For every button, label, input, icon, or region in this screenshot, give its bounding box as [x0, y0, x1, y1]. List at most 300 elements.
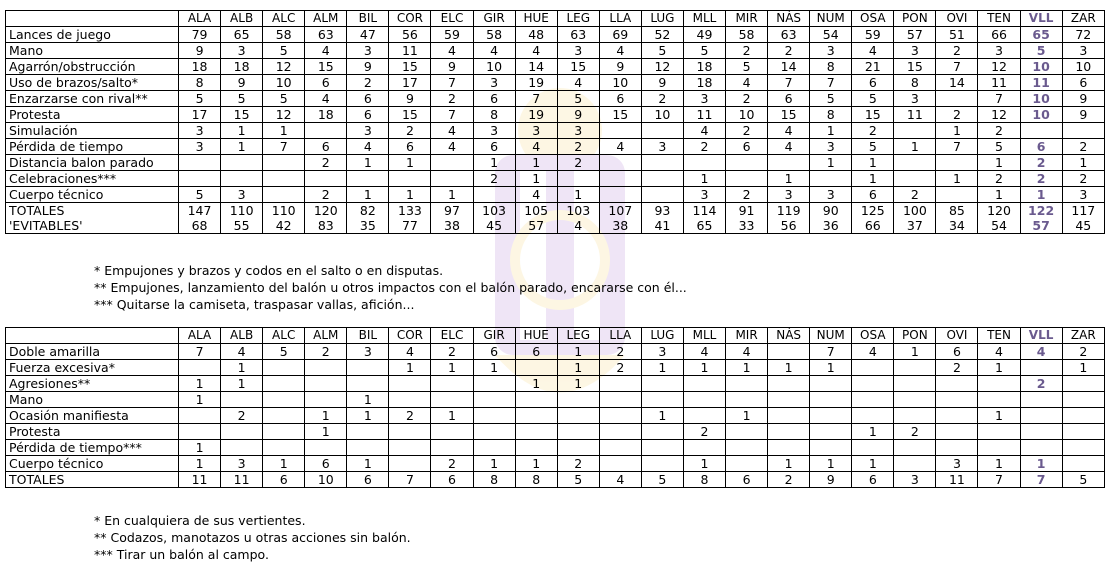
table-cell: 6 — [473, 91, 515, 107]
table-cell: 2 — [768, 472, 810, 488]
table-cell: 4 — [683, 344, 725, 360]
row-label: 'EVITABLES' — [6, 218, 179, 234]
column-header: OSA — [852, 328, 894, 344]
table-cell — [179, 424, 221, 440]
column-header: OSA — [852, 11, 894, 27]
table-cell — [1062, 123, 1104, 139]
table-cell — [305, 171, 347, 187]
table-cell: 2 — [852, 123, 894, 139]
table-cell — [599, 376, 641, 392]
table-cell — [431, 376, 473, 392]
table-cell — [389, 171, 431, 187]
table-cell: 1 — [473, 360, 515, 376]
table-cell: 11 — [1020, 75, 1062, 91]
table-cell — [1062, 392, 1104, 408]
cards-table — [5, 327, 1105, 488]
table-cell: 7 — [515, 91, 557, 107]
table-cell: 5 — [557, 91, 599, 107]
table-cell: 119 — [768, 203, 810, 219]
table-cell: 2 — [599, 360, 641, 376]
table-row — [6, 75, 1105, 91]
table-cell: 2 — [557, 456, 599, 472]
table-row — [6, 123, 1105, 139]
table-cell: 1 — [852, 456, 894, 472]
table-cell: 1 — [683, 171, 725, 187]
table-cell: 4 — [473, 43, 515, 59]
table-cell: 6 — [1062, 75, 1104, 91]
table-cell: 6 — [936, 344, 978, 360]
table-cell — [936, 187, 978, 203]
table-cell: 9 — [557, 107, 599, 123]
table-cell — [768, 344, 810, 360]
table-cell: 6 — [389, 139, 431, 155]
table-cell — [557, 408, 599, 424]
table-cell: 8 — [473, 472, 515, 488]
table-cell: 2 — [1062, 171, 1104, 187]
column-header: TEN — [978, 328, 1020, 344]
table-cell: 19 — [515, 107, 557, 123]
table-cell: 68 — [179, 218, 221, 234]
table-cell: 6 — [305, 456, 347, 472]
table-cell — [1020, 392, 1062, 408]
table-cell — [473, 392, 515, 408]
table-cell: 11 — [978, 75, 1020, 91]
table-cell: 85 — [936, 203, 978, 219]
table-cell: 3 — [978, 43, 1020, 59]
table-cell: 12 — [263, 59, 305, 75]
column-header: BIL — [347, 328, 389, 344]
table-cell — [894, 171, 936, 187]
table-cell: 6 — [852, 187, 894, 203]
table-cell: 1 — [221, 123, 263, 139]
table-cell — [599, 456, 641, 472]
table-cell: 3 — [221, 187, 263, 203]
table-cell: 114 — [683, 203, 725, 219]
table-cell: 3 — [894, 43, 936, 59]
table-cell — [683, 440, 725, 456]
table-cell: 1 — [557, 360, 599, 376]
table-cell — [768, 440, 810, 456]
table-cell: 9 — [347, 59, 389, 75]
table-cell: 2 — [389, 408, 431, 424]
table-row — [6, 43, 1105, 59]
table-cell: 2 — [683, 424, 725, 440]
table-cell — [978, 424, 1020, 440]
table-cell — [305, 376, 347, 392]
table-cell: 4 — [726, 344, 768, 360]
table-cell: 63 — [305, 27, 347, 43]
table-cell: 4 — [557, 75, 599, 91]
table-cell — [389, 424, 431, 440]
table-cell: 59 — [852, 27, 894, 43]
table-cell: 7 — [389, 472, 431, 488]
table-cell: 2 — [1020, 171, 1062, 187]
table-cell: 110 — [221, 203, 263, 219]
table-cell: 3 — [557, 123, 599, 139]
table-cell: 12 — [978, 59, 1020, 75]
table-cell — [726, 392, 768, 408]
table-cell: 1 — [726, 360, 768, 376]
table-cell: 6 — [473, 139, 515, 155]
table-cell: 5 — [557, 472, 599, 488]
table-row — [6, 440, 1105, 456]
table-cell: 5 — [263, 91, 305, 107]
table-cell — [305, 392, 347, 408]
table-cell: 3 — [1062, 43, 1104, 59]
table-row — [6, 456, 1105, 472]
table-cell: 1 — [726, 408, 768, 424]
table-cell: 34 — [936, 218, 978, 234]
table-cell — [305, 440, 347, 456]
table-cell — [389, 376, 431, 392]
table-cell — [1020, 123, 1062, 139]
table-cell: 6 — [305, 139, 347, 155]
column-header: NUM — [810, 11, 852, 27]
table-cell: 6 — [852, 75, 894, 91]
table-cell: 58 — [726, 27, 768, 43]
table-cell: 41 — [641, 218, 683, 234]
table-cell: 4 — [1020, 344, 1062, 360]
table-cell: 2 — [557, 139, 599, 155]
column-header: PON — [894, 11, 936, 27]
table-cell: 1 — [263, 456, 305, 472]
column-header: ELC — [431, 11, 473, 27]
table-cell — [347, 376, 389, 392]
table-cell: 4 — [726, 75, 768, 91]
table-cell — [431, 440, 473, 456]
table-cell: 9 — [179, 43, 221, 59]
table-cell: 5 — [978, 139, 1020, 155]
column-header: LEG — [557, 328, 599, 344]
table-cell — [347, 440, 389, 456]
table-cell: 1 — [347, 155, 389, 171]
table-cell: 65 — [221, 27, 263, 43]
table-cell: 2 — [305, 344, 347, 360]
table-cell: 9 — [641, 75, 683, 91]
table-cell: 1 — [683, 360, 725, 376]
table-cell: 5 — [852, 91, 894, 107]
table-cell: 8 — [515, 472, 557, 488]
table-cell: 2 — [305, 187, 347, 203]
row-label: Enzarzarse con rival** — [6, 91, 179, 107]
table-cell: 4 — [599, 43, 641, 59]
table-cell: 1 — [431, 360, 473, 376]
table-cell — [599, 123, 641, 139]
table-cell: 12 — [641, 59, 683, 75]
table-cell — [347, 171, 389, 187]
table-cell: 3 — [347, 123, 389, 139]
header-row — [6, 328, 1105, 344]
table-cell: 1 — [557, 376, 599, 392]
table-cell: 66 — [978, 27, 1020, 43]
table-cell: 1 — [852, 171, 894, 187]
table-cell: 15 — [599, 107, 641, 123]
table-cell — [557, 392, 599, 408]
table-row — [6, 408, 1105, 424]
row-label: Doble amarilla — [6, 344, 179, 360]
table-row — [6, 376, 1105, 392]
table-cell: 2 — [894, 424, 936, 440]
table-cell: 8 — [810, 59, 852, 75]
table-cell: 4 — [305, 43, 347, 59]
table-row — [6, 139, 1105, 155]
table-cell: 1 — [641, 360, 683, 376]
table-cell — [810, 171, 852, 187]
table-cell: 63 — [557, 27, 599, 43]
table-row — [6, 360, 1105, 376]
table-cell: 1 — [389, 155, 431, 171]
table-cell: 38 — [599, 218, 641, 234]
table-cell: 147 — [179, 203, 221, 219]
table-cell: 15 — [221, 107, 263, 123]
table-cell: 15 — [389, 107, 431, 123]
column-header: PON — [894, 328, 936, 344]
table-cell: 5 — [683, 43, 725, 59]
table-cell — [894, 408, 936, 424]
table-cell: 6 — [347, 107, 389, 123]
table-cell: 72 — [1062, 27, 1104, 43]
table-cell: 4 — [515, 139, 557, 155]
table-cell — [852, 392, 894, 408]
table-cell: 9 — [599, 59, 641, 75]
column-header: BIL — [347, 11, 389, 27]
table-cell — [431, 392, 473, 408]
table-cell: 1 — [347, 456, 389, 472]
table-cell — [894, 376, 936, 392]
table-cell: 2 — [347, 75, 389, 91]
table-cell: 3 — [473, 123, 515, 139]
table-cell — [263, 376, 305, 392]
table-cell: 7 — [810, 75, 852, 91]
table-cell: 45 — [1062, 218, 1104, 234]
table-cell — [936, 392, 978, 408]
table-cell — [389, 456, 431, 472]
table-cell — [894, 456, 936, 472]
row-label: Protesta — [6, 107, 179, 123]
table-cell: 15 — [389, 59, 431, 75]
footnote: * En cualquiera de sus vertientes. — [94, 513, 306, 528]
table-cell: 14 — [936, 75, 978, 91]
table-cell: 5 — [263, 344, 305, 360]
table-cell — [726, 171, 768, 187]
table-cell — [515, 360, 557, 376]
table-cell — [1062, 424, 1104, 440]
column-header: LLA — [599, 11, 641, 27]
table-cell: 10 — [1020, 91, 1062, 107]
table-cell: 4 — [557, 218, 599, 234]
table-cell: 4 — [978, 344, 1020, 360]
table-cell — [768, 392, 810, 408]
table-cell: 1 — [179, 376, 221, 392]
table-cell: 1 — [221, 376, 263, 392]
column-header: HUE — [515, 328, 557, 344]
table-cell: 12 — [263, 107, 305, 123]
table-cell: 2 — [221, 408, 263, 424]
table-cell — [1062, 440, 1104, 456]
table-cell: 33 — [726, 218, 768, 234]
table-cell — [641, 392, 683, 408]
table-cell: 18 — [179, 59, 221, 75]
table-cell: 7 — [978, 472, 1020, 488]
table-cell — [768, 424, 810, 440]
table-cell: 1 — [389, 360, 431, 376]
table-cell: 17 — [389, 75, 431, 91]
table-cell: 2 — [1020, 155, 1062, 171]
row-label: Simulación — [6, 123, 179, 139]
table-cell — [936, 376, 978, 392]
column-header: ALB — [221, 328, 263, 344]
table-cell — [936, 91, 978, 107]
table-cell — [347, 424, 389, 440]
table-cell: 1 — [515, 155, 557, 171]
table-cell: 1 — [179, 392, 221, 408]
table-cell — [347, 360, 389, 376]
table-cell: 83 — [305, 218, 347, 234]
table-cell: 5 — [1062, 472, 1104, 488]
table-cell: 1 — [515, 456, 557, 472]
table-cell: 6 — [1020, 139, 1062, 155]
table-cell: 105 — [515, 203, 557, 219]
table-cell: 54 — [810, 27, 852, 43]
table-cell: 1 — [810, 456, 852, 472]
table-cell: 15 — [894, 59, 936, 75]
table-cell — [263, 360, 305, 376]
table-cell — [179, 408, 221, 424]
table-cell: 1 — [1062, 360, 1104, 376]
table-cell: 42 — [263, 218, 305, 234]
column-header: MIR — [726, 328, 768, 344]
table-cell: 58 — [263, 27, 305, 43]
column-header: MIR — [726, 11, 768, 27]
table-cell: 1 — [641, 408, 683, 424]
column-header: TEN — [978, 11, 1020, 27]
table-cell: 11 — [936, 472, 978, 488]
table-cell — [599, 392, 641, 408]
table-cell: 1 — [894, 139, 936, 155]
table-cell — [936, 440, 978, 456]
table-cell: 37 — [894, 218, 936, 234]
table-cell: 10 — [473, 59, 515, 75]
table-cell: 2 — [978, 171, 1020, 187]
table-cell: 2 — [431, 456, 473, 472]
column-header: ALC — [263, 11, 305, 27]
table-cell: 2 — [389, 123, 431, 139]
table-cell: 1 — [389, 187, 431, 203]
table-cell: 47 — [347, 27, 389, 43]
table-cell: 59 — [431, 27, 473, 43]
footnote: ** Codazos, manotazos u otras acciones sin balón. — [94, 530, 411, 545]
table-cell: 2 — [978, 123, 1020, 139]
table-cell: 90 — [810, 203, 852, 219]
table-row — [6, 424, 1105, 440]
table-cell: 2 — [473, 171, 515, 187]
table-cell — [810, 424, 852, 440]
table-cell: 36 — [810, 218, 852, 234]
table-cell — [683, 408, 725, 424]
footnote: ** Empujones, lanzamiento del balón u otros impactos con el balón parado, encararse con él... — [94, 280, 687, 295]
table-cell: 2 — [1020, 376, 1062, 392]
table-cell: 56 — [389, 27, 431, 43]
table-cell — [852, 360, 894, 376]
table-cell — [515, 392, 557, 408]
table-cell — [263, 155, 305, 171]
table-cell — [305, 360, 347, 376]
table-cell: 10 — [263, 75, 305, 91]
table-cell — [641, 376, 683, 392]
table-cell: 6 — [726, 472, 768, 488]
table-cell — [431, 171, 473, 187]
table-cell: 2 — [641, 91, 683, 107]
table-cell: 10 — [599, 75, 641, 91]
column-header: NÀS — [768, 328, 810, 344]
table-cell: 1 — [473, 155, 515, 171]
table-cell — [515, 424, 557, 440]
table-cell: 5 — [852, 139, 894, 155]
table-cell: 100 — [894, 203, 936, 219]
table-cell: 10 — [726, 107, 768, 123]
table-cell: 6 — [473, 344, 515, 360]
table-cell: 38 — [431, 218, 473, 234]
table-cell: 7 — [978, 91, 1020, 107]
column-header: LUG — [641, 328, 683, 344]
table-cell — [599, 187, 641, 203]
table-cell — [473, 187, 515, 203]
table-cell — [978, 392, 1020, 408]
column-header: ALC — [263, 328, 305, 344]
header-corner — [6, 328, 179, 344]
header-row — [6, 11, 1105, 27]
row-label: TOTALES — [6, 472, 179, 488]
table-cell: 5 — [1020, 43, 1062, 59]
table-cell: 2 — [936, 43, 978, 59]
table-cell: 15 — [557, 59, 599, 75]
table-cell: 4 — [683, 123, 725, 139]
fouls-footnotes — [94, 262, 687, 313]
table-cell: 3 — [179, 123, 221, 139]
table-cell: 3 — [557, 43, 599, 59]
table-cell: 5 — [726, 59, 768, 75]
table-cell — [894, 360, 936, 376]
table-cell: 63 — [768, 27, 810, 43]
table-cell: 1 — [768, 360, 810, 376]
table-cell — [473, 376, 515, 392]
table-cell: 79 — [179, 27, 221, 43]
table-cell — [1062, 456, 1104, 472]
table-cell: 6 — [263, 472, 305, 488]
table-cell: 107 — [599, 203, 641, 219]
table-cell: 18 — [683, 59, 725, 75]
table-cell: 3 — [810, 187, 852, 203]
table-cell: 5 — [641, 43, 683, 59]
table-cell — [683, 376, 725, 392]
column-header: ALM — [305, 328, 347, 344]
table-cell: 1 — [221, 139, 263, 155]
table-cell: 1 — [305, 408, 347, 424]
table-cell: 5 — [179, 91, 221, 107]
table-cell — [599, 408, 641, 424]
column-header: ALA — [179, 11, 221, 27]
table-cell: 45 — [473, 218, 515, 234]
column-header: ELC — [431, 328, 473, 344]
table-cell: 1 — [852, 424, 894, 440]
table-cell — [936, 155, 978, 171]
table-cell: 5 — [641, 472, 683, 488]
table-cell: 10 — [1020, 59, 1062, 75]
table-cell — [263, 408, 305, 424]
table-cell: 5 — [263, 43, 305, 59]
table-cell: 11 — [683, 107, 725, 123]
column-header: ALA — [179, 328, 221, 344]
